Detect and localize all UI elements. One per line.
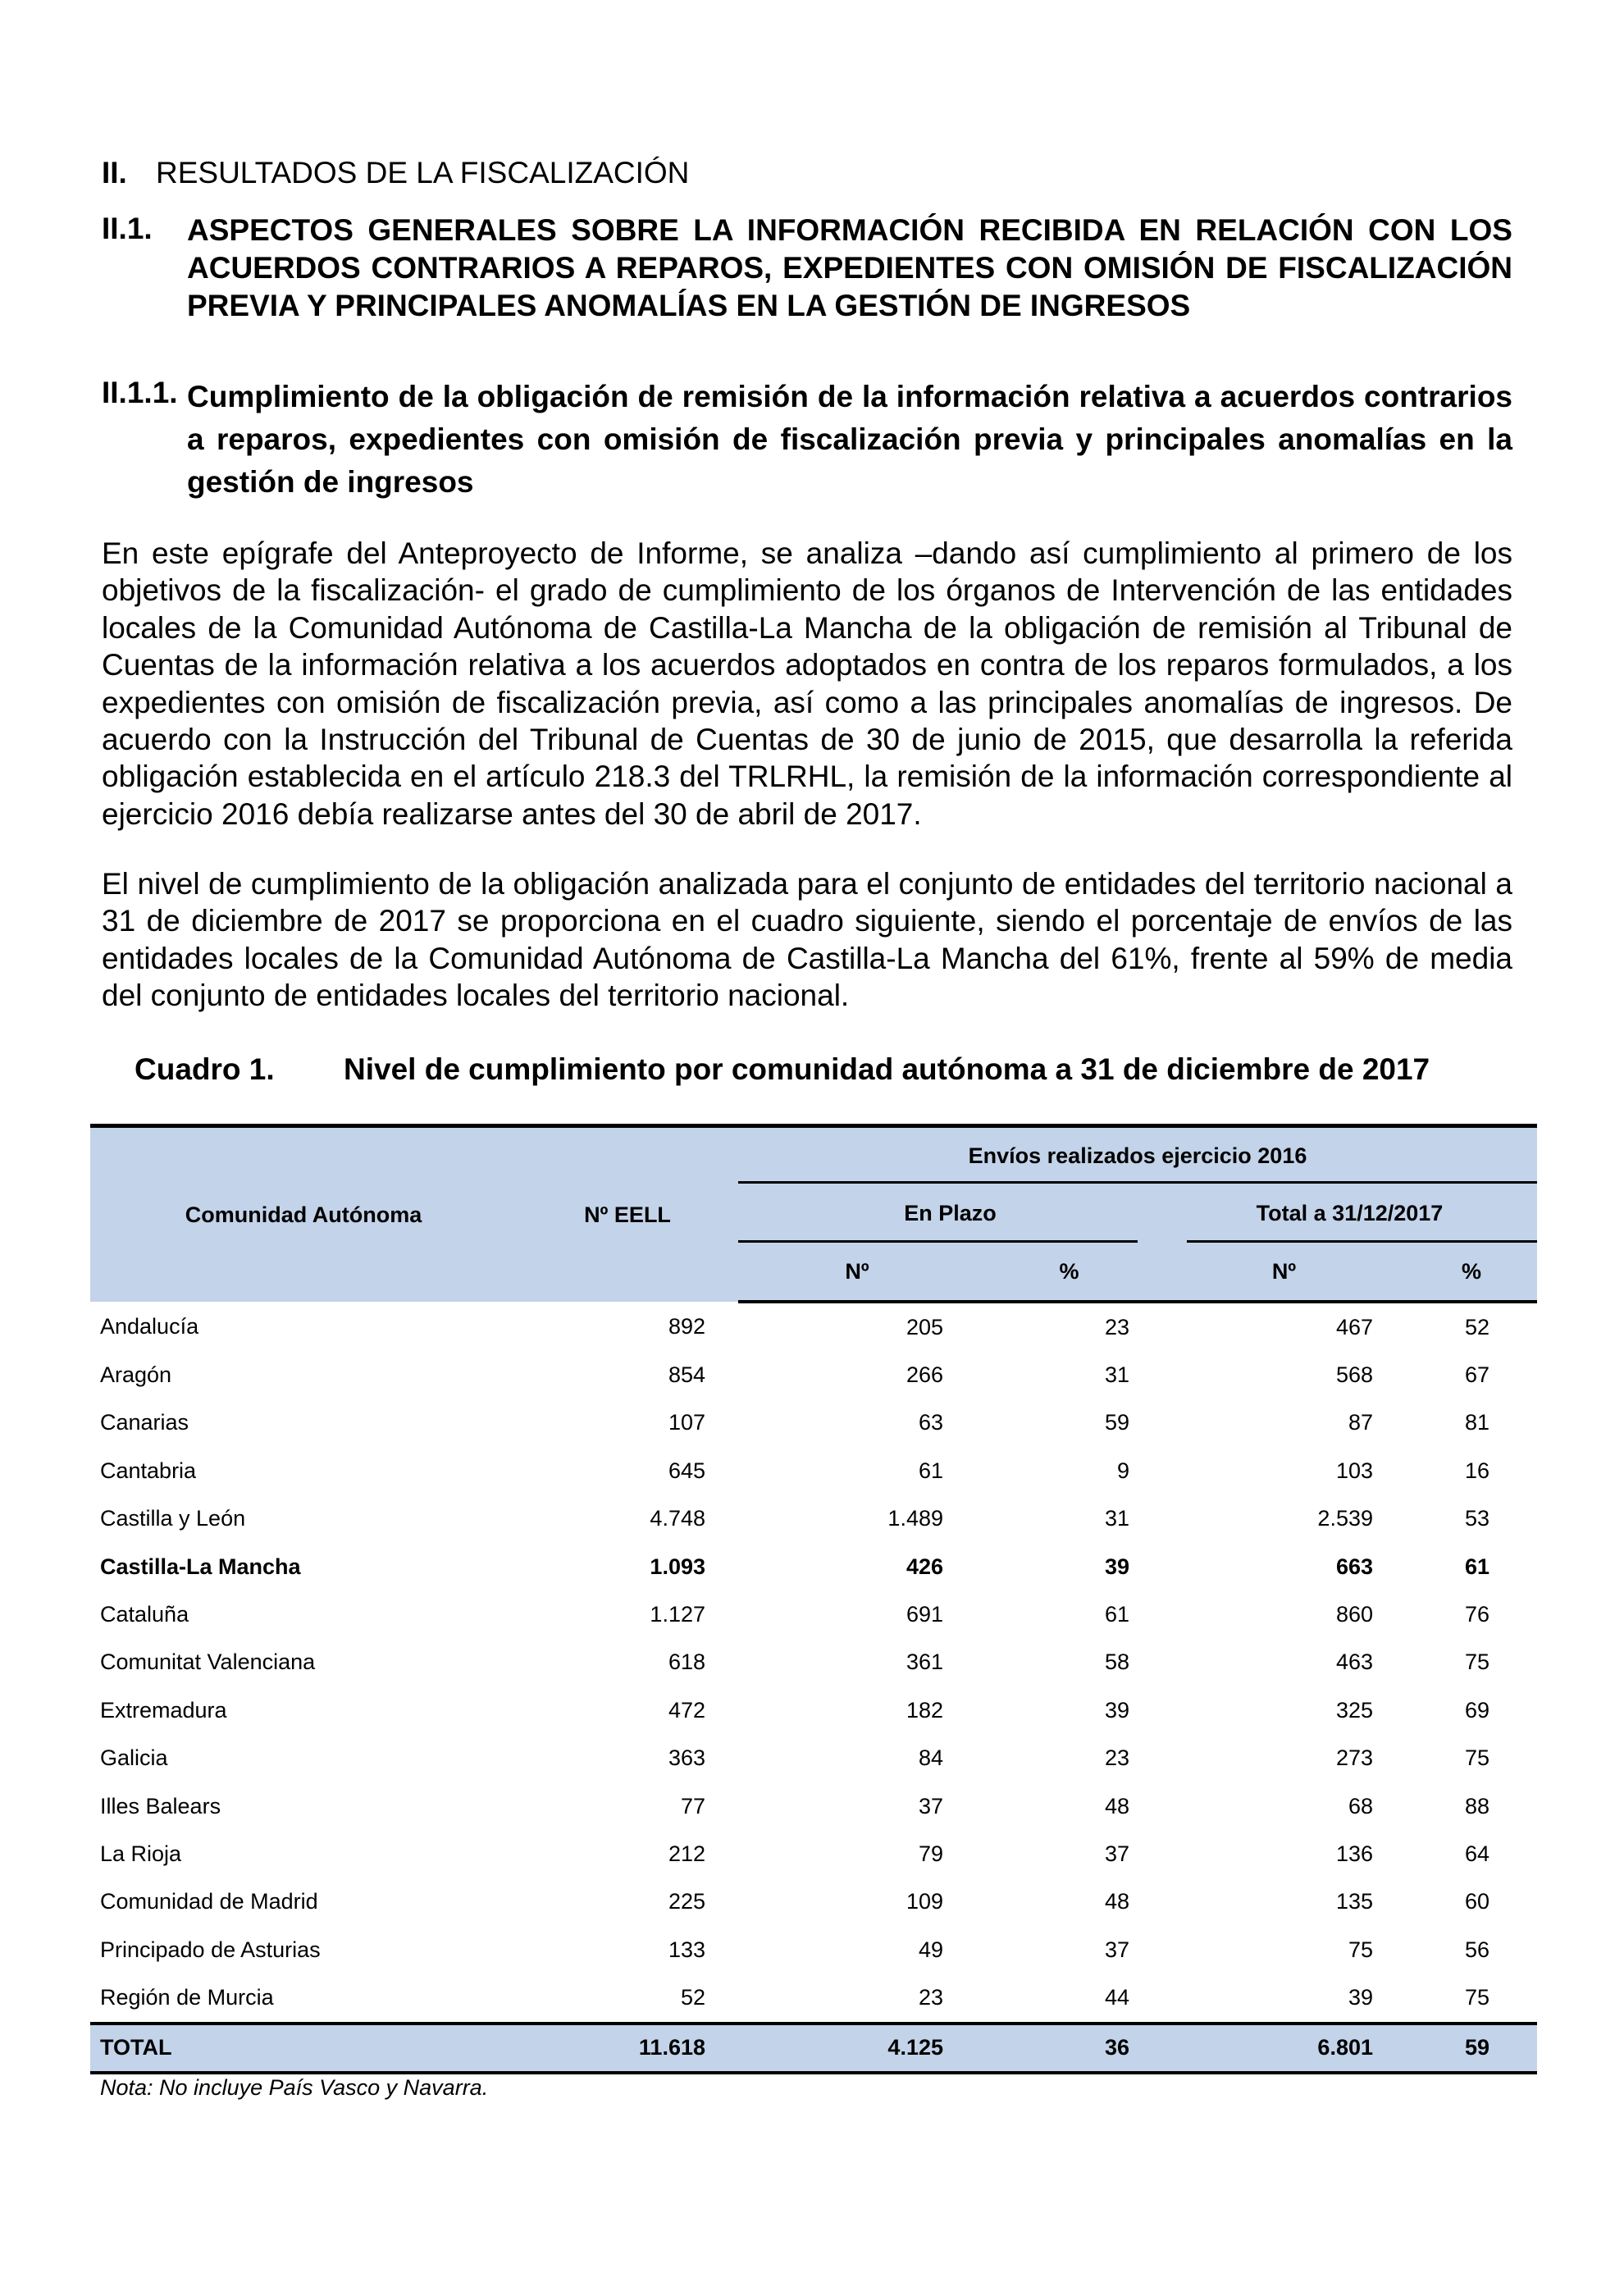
row-n2: 75	[1348, 1937, 1373, 1962]
row-eell: 52	[680, 1985, 705, 2010]
row-eell: 4.748	[650, 1506, 705, 1531]
row-n1: 182	[906, 1697, 943, 1723]
row-community: Comunidad de Madrid	[100, 1889, 318, 1914]
row-p1: 37	[1104, 1937, 1129, 1962]
row-p2: 52	[1464, 1314, 1489, 1339]
row-eell: 1.127	[650, 1602, 705, 1627]
row-community: La Rioja	[100, 1841, 182, 1866]
table-row	[90, 1878, 1537, 1926]
row-n1: 79	[918, 1841, 943, 1866]
row-community: Illes Balears	[100, 1793, 221, 1818]
row-p2: 75	[1464, 1745, 1489, 1771]
compliance-table	[90, 1124, 1537, 2074]
total-eell: 11.618	[517, 2024, 738, 2073]
section-heading	[102, 156, 689, 190]
row-community: Canarias	[100, 1410, 189, 1435]
row-n1: 1.489	[887, 1506, 943, 1531]
row-p2: 60	[1464, 1889, 1489, 1914]
table-row	[90, 1543, 1537, 1590]
row-p2: 81	[1464, 1410, 1489, 1435]
total-n2: 6.801	[1162, 2024, 1406, 2073]
section-number: II.	[102, 156, 127, 189]
row-n1: 426	[906, 1554, 943, 1579]
table-row	[90, 1590, 1537, 1638]
row-n1: 266	[906, 1362, 943, 1388]
header-total: Total a 31/12/2017	[1162, 1184, 1537, 1243]
table-row	[90, 1926, 1537, 1974]
table-row	[90, 1447, 1537, 1494]
subsubsection-number: II.1.1.	[102, 376, 178, 409]
subsection-heading	[102, 212, 1512, 325]
row-eell: 618	[668, 1650, 705, 1675]
total-row	[90, 2024, 1537, 2073]
row-n1: 49	[918, 1937, 943, 1962]
row-eell: 133	[668, 1937, 705, 1962]
row-n2: 135	[1335, 1889, 1373, 1914]
row-p1: 39	[1104, 1697, 1129, 1723]
row-community: Cataluña	[100, 1602, 189, 1627]
header-p2: %	[1406, 1243, 1537, 1302]
total-p2: 59	[1406, 2024, 1537, 2073]
total-p1: 36	[976, 2024, 1162, 2073]
row-community: Cantabria	[100, 1458, 197, 1483]
row-n1: 84	[918, 1745, 943, 1771]
row-n2: 87	[1348, 1410, 1373, 1435]
row-n1: 205	[906, 1314, 943, 1339]
row-p1: 31	[1104, 1362, 1129, 1388]
row-n1: 63	[918, 1410, 943, 1435]
row-community: Aragón	[100, 1362, 172, 1388]
section-title: RESULTADOS DE LA FISCALIZACIÓN	[156, 156, 690, 189]
total-label: TOTAL	[90, 2024, 517, 2073]
row-n1: 37	[918, 1793, 943, 1818]
table-row	[90, 1495, 1537, 1543]
paragraph-2: El nivel de cumplimiento de la obligación analizada para el conjunto de entidades del territorio nacional a 31 de diciembre de 2017 se proporciona en el cuadro siguiente, siendo el porcentaje de envíos de las entidades locales de la Comunidad Autónoma de Castilla-La Mancha del 61%, frente al 59% de media del conjunto de entidades locales del territorio nacional.	[102, 867, 1512, 1013]
row-p1: 59	[1104, 1410, 1129, 1435]
row-n2: 663	[1335, 1554, 1373, 1579]
row-p2: 67	[1464, 1362, 1489, 1388]
row-n1: 109	[906, 1889, 943, 1914]
row-eell: 892	[668, 1313, 705, 1339]
row-n2: 568	[1335, 1362, 1373, 1388]
row-p2: 88	[1464, 1793, 1489, 1818]
row-community: Principado de Asturias	[100, 1937, 321, 1962]
row-community: Región de Murcia	[100, 1985, 274, 2010]
row-n2: 136	[1335, 1841, 1373, 1866]
row-eell: 363	[668, 1745, 705, 1771]
row-p2: 61	[1464, 1554, 1489, 1579]
row-p2: 76	[1464, 1602, 1489, 1627]
row-eell: 225	[668, 1889, 705, 1914]
table-caption	[135, 1052, 1430, 1087]
row-n1: 691	[906, 1602, 943, 1627]
row-n2: 39	[1348, 1985, 1373, 2010]
row-p1: 44	[1104, 1985, 1129, 2010]
row-eell: 107	[668, 1410, 705, 1435]
row-n2: 467	[1335, 1314, 1373, 1339]
row-n2: 325	[1335, 1697, 1373, 1723]
row-p1: 31	[1104, 1506, 1129, 1531]
row-n2: 860	[1335, 1602, 1373, 1627]
row-eell: 1.093	[650, 1554, 705, 1579]
row-n1: 23	[918, 1985, 943, 2010]
row-n2: 463	[1335, 1650, 1373, 1675]
row-eell: 77	[680, 1793, 705, 1818]
row-p1: 58	[1104, 1650, 1129, 1675]
table-row	[90, 1302, 1537, 1351]
row-p2: 53	[1464, 1506, 1489, 1531]
header-p1: %	[976, 1243, 1162, 1302]
row-n2: 273	[1335, 1745, 1373, 1771]
table-note: Nota: No incluye País Vasco y Navarra.	[100, 2075, 489, 2100]
row-eell: 854	[668, 1362, 705, 1388]
row-community: Castilla y León	[100, 1506, 246, 1531]
row-eell: 645	[668, 1458, 705, 1483]
row-p1: 39	[1104, 1554, 1129, 1579]
header-eell: Nº EELL	[517, 1126, 738, 1303]
row-n1: 61	[918, 1458, 943, 1483]
row-p1: 23	[1104, 1314, 1129, 1339]
row-p2: 75	[1464, 1985, 1489, 2010]
row-eell: 472	[668, 1697, 705, 1723]
table-row	[90, 1974, 1537, 2023]
paragraph-1: En este epígrafe del Anteproyecto de Informe, se analiza –dando así cumplimiento al primero de los objetivos de la fiscalización- el grado de cumplimiento de los órganos de Intervención de las entidades locales de la Comunidad Autónoma de Castilla-La Mancha de la obligación de remisión al Tribunal de Cuentas de la información relativa a los acuerdos adoptados en contra de los reparos formulados, a los expedientes con omisión de fiscalización previa, así como a las principales anomalías de ingresos. De acuerdo con la Instrucción del Tribunal de Cuentas de 30 de junio de 2015, que desarrolla la referida obligación establecida en el artículo 218.3 del TRLRHL, la remisión de la información correspondiente al ejercicio 2016 debía realizarse antes del 30 de abril de 2017.	[102, 536, 1512, 831]
row-n2: 68	[1348, 1793, 1373, 1818]
header-n1: Nº	[738, 1243, 976, 1302]
table-row	[90, 1735, 1537, 1782]
row-eell: 212	[668, 1841, 705, 1866]
subsection-title: ASPECTOS GENERALES SOBRE LA INFORMACIÓN RECIBIDA EN RELACIÓN CON LOS ACUERDOS CONTRARIOS A REPAROS, EXPEDIENTES CON OMISIÓN DE FISCALIZACIÓN PREVIA Y PRINCIPALES ANOMALÍAS EN LA GESTIÓN DE INGRESOS	[187, 213, 1512, 322]
table-row	[90, 1399, 1537, 1447]
row-n2: 103	[1335, 1458, 1373, 1483]
row-p2: 56	[1464, 1937, 1489, 1962]
table-row	[90, 1686, 1537, 1734]
subsubsection-heading	[102, 376, 1512, 504]
row-p1: 48	[1104, 1793, 1129, 1818]
row-n1: 361	[906, 1650, 943, 1675]
row-community: Castilla-La Mancha	[100, 1554, 301, 1579]
row-p2: 64	[1464, 1841, 1489, 1866]
subsection-number: II.1.	[102, 212, 153, 245]
table-row	[90, 1639, 1537, 1686]
table-row	[90, 1351, 1537, 1399]
header-en-plazo: En Plazo	[738, 1184, 1162, 1243]
header-n2: Nº	[1162, 1243, 1406, 1302]
row-p2: 75	[1464, 1650, 1489, 1675]
header-community: Comunidad Autónoma	[90, 1126, 517, 1303]
total-n1: 4.125	[738, 2024, 976, 2073]
row-community: Galicia	[100, 1745, 168, 1771]
subsubsection-title: Cumplimiento de la obligación de remisión de la información relativa a acuerdos contrarios a reparos, expedientes con omisión de fiscalización previa y principales anomalías en la gestión de ingresos	[187, 380, 1512, 499]
row-p1: 48	[1104, 1889, 1129, 1914]
table-row	[90, 1782, 1537, 1830]
row-n2: 2.539	[1317, 1506, 1373, 1531]
row-p1: 9	[1116, 1458, 1129, 1483]
row-p1: 23	[1104, 1745, 1129, 1771]
row-community: Andalucía	[100, 1313, 199, 1339]
row-p1: 37	[1104, 1841, 1129, 1866]
row-p1: 61	[1104, 1602, 1129, 1627]
row-p2: 16	[1464, 1458, 1489, 1483]
row-community: Extremadura	[100, 1697, 227, 1723]
table-row	[90, 1830, 1537, 1878]
header-group: Envíos realizados ejercicio 2016	[738, 1126, 1537, 1184]
table-caption-title: Nivel de cumplimiento por comunidad autónoma a 31 de diciembre de 2017	[344, 1052, 1430, 1086]
row-community: Comunitat Valenciana	[100, 1650, 316, 1675]
row-p2: 69	[1464, 1697, 1489, 1723]
table-body	[90, 1302, 1537, 2024]
table-caption-label: Cuadro 1.	[135, 1052, 275, 1086]
